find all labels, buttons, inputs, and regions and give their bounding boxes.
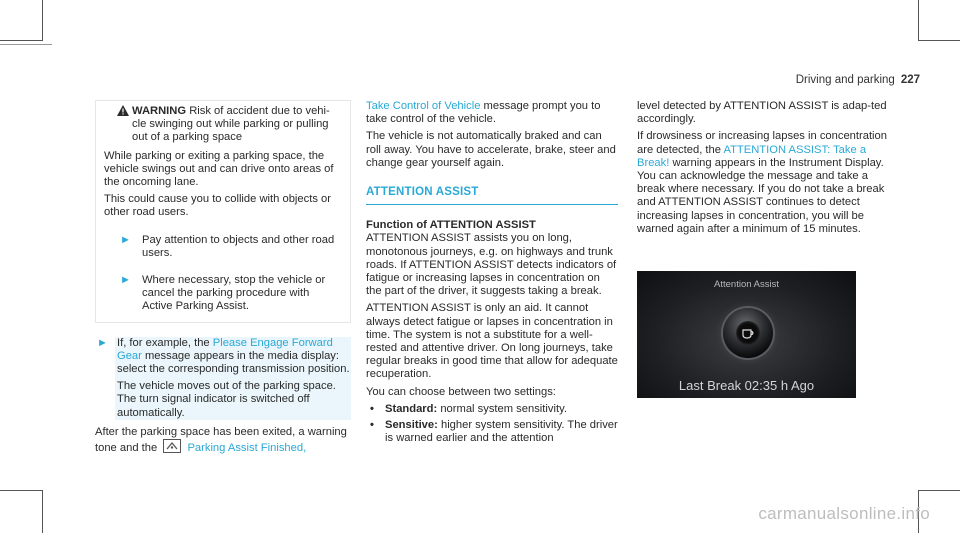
step-arrow-icon: ► xyxy=(120,274,131,287)
warning-triangle-icon xyxy=(118,105,132,145)
watermark: carmanualsonline.info xyxy=(758,504,930,523)
step-text-pre: If, for example, the xyxy=(117,336,210,349)
step-arrow-icon: ► xyxy=(97,336,108,349)
continued-paragraph xyxy=(366,100,618,126)
section-title: Driving and parking xyxy=(795,74,895,86)
level-paragraph: level detected by ATTENTION ASSIST is adap-ted accordingly. xyxy=(637,100,887,126)
message-link-take-control: Take Control of Vehicle xyxy=(366,100,481,112)
warning-para-2: This could cause you to collide with objects or other road users. xyxy=(104,193,331,219)
bullet-text: normal system sensitivity. xyxy=(440,402,567,415)
message-link-take-a-break: ATTENTION ASSIST: Take a Break! xyxy=(637,143,867,169)
warning-step-text: Pay attention to objects and other road users. xyxy=(142,233,335,259)
message-link-forward-gear: Please Engage Forward Gear xyxy=(117,336,333,362)
bullet: • xyxy=(370,419,374,432)
list-item xyxy=(366,403,618,416)
warning-title xyxy=(132,105,342,145)
crop-mark xyxy=(0,490,42,491)
aid-paragraph: ATTENTION ASSIST is only an aid. It cannot always detect fatigue or lapses in concentration in time. The system is not a substitute for a well-rested and attentive driver. On long journeys, take regular breaks in good time that allow for adequate recuperation. xyxy=(366,302,618,381)
function-heading: Function of ATTENTION ASSIST xyxy=(366,219,536,232)
step-text-post: message appears in the media display: select the corresponding transmission position. xyxy=(117,349,350,376)
display-last-break: Last Break 02:35 h Ago xyxy=(678,377,815,393)
warning-box xyxy=(95,100,351,323)
roll-away-paragraph: The vehicle is not automatically braked and can roll away. You have to accelerate, brake, steer and change gear yourself again. xyxy=(366,130,616,169)
crop-mark xyxy=(918,40,960,41)
list-item xyxy=(366,419,618,445)
step-result-2: The turn signal indicator is switched off automatically. xyxy=(117,393,310,419)
warning-para-1: While parking or exiting a parking space, the vehicle swings out and can drive onto areas of the oncoming lane. xyxy=(104,149,334,189)
warning-step xyxy=(104,274,342,314)
after-text-pre: After the parking space has been exited, a warning tone and the xyxy=(95,425,347,455)
settings-list xyxy=(366,403,618,446)
crop-mark xyxy=(0,44,52,45)
bullet-label: Standard: xyxy=(385,402,438,415)
function-paragraph: ATTENTION ASSIST assists you on long, monotonous journeys, e.g. on highways and trunk roads. If ATTENTION ASSIST detects indicators of fatigue or increasing lapses in concentration on the part of the driver, it suggests taking a break. xyxy=(366,232,617,298)
drowsiness-text-pre: If drowsiness or increasing lapses in concentration are detected, the xyxy=(637,130,887,156)
warning-step-text: Where necessary, stop the vehicle or cancel the parking procedure with Active Parking Assist. xyxy=(142,274,326,313)
display-dial xyxy=(723,308,773,358)
crop-mark xyxy=(918,490,960,491)
warning-label: WARNING xyxy=(132,105,187,117)
crop-mark xyxy=(42,0,43,41)
display-title: Attention Assist xyxy=(714,279,779,290)
continued-text: message prompt you to take control of the vehicle. xyxy=(366,100,601,126)
crop-mark xyxy=(918,0,919,41)
instruction-step xyxy=(95,337,351,420)
crop-mark xyxy=(0,40,42,41)
bullet-text: higher system sensitivity. The driver is warned earlier and the attention xyxy=(385,419,618,445)
column-1 xyxy=(95,100,351,459)
parking-assist-icon xyxy=(163,439,181,453)
coffee-cup-icon xyxy=(740,325,756,341)
crop-mark xyxy=(42,490,43,533)
page-number: 227 xyxy=(900,74,920,86)
bullet-label: Sensitive: xyxy=(385,419,438,432)
drowsiness-text-post: warning appears in the Instrument Display. You can acknowledge the message and take a break where necessary. If you do not take a break and ATTENTION ASSIST continues to detect increasing lapses in concentration, you will be warned again after a minimum of 15 minutes. xyxy=(637,156,885,235)
bullet: • xyxy=(370,402,374,415)
warning-step xyxy=(104,234,342,260)
step-result-1: The vehicle moves out of the parking space. xyxy=(117,380,336,393)
warning-header xyxy=(104,105,342,145)
attention-assist-display-image xyxy=(637,271,856,398)
page-header xyxy=(796,74,920,87)
section-heading: ATTENTION ASSIST xyxy=(366,186,618,205)
message-link-parking-assist-finished: Parking Assist Finished, xyxy=(187,442,307,455)
instruction-step-text xyxy=(115,337,351,420)
settings-intro: You can choose between two settings: xyxy=(366,385,556,398)
column-3 xyxy=(637,100,893,240)
warning-title-text: Risk of accident due to vehi-cle swinging out while parking or pulling out of a parking space xyxy=(132,105,330,144)
drowsiness-paragraph xyxy=(637,130,893,236)
column-2 xyxy=(366,100,618,448)
step-arrow-icon: ► xyxy=(120,233,131,246)
after-exit-paragraph xyxy=(95,426,351,455)
